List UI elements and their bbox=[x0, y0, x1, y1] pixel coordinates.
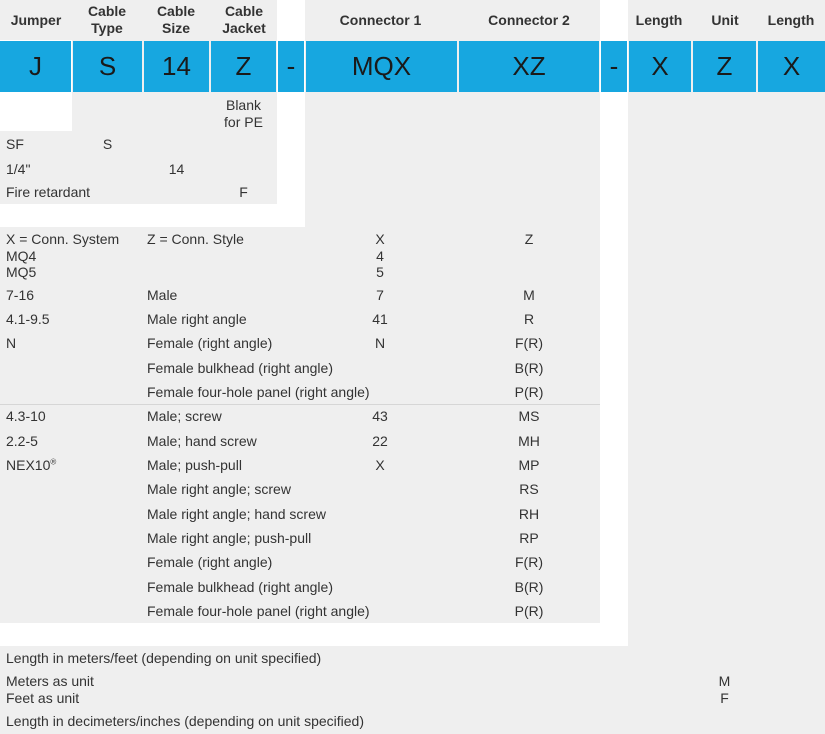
g1-c1-2: N bbox=[374, 335, 386, 351]
unit-area-bg bbox=[0, 670, 757, 710]
connector2-area-bg bbox=[0, 283, 600, 623]
conn2-key-code: Z bbox=[524, 231, 534, 247]
jacket-fire-label: Fire retardant bbox=[6, 184, 91, 200]
header-cable-type: Cable Type bbox=[76, 0, 138, 40]
g1-c1-0: 7 bbox=[376, 287, 384, 303]
unit-column-bg bbox=[692, 0, 757, 670]
code-length-a: X bbox=[629, 41, 691, 92]
g1-c2-3: B(R) bbox=[514, 360, 544, 376]
g1-c2-1: R bbox=[523, 311, 535, 327]
mq-system-1: MQ5 bbox=[6, 264, 37, 280]
code-connector-2: XZ bbox=[459, 41, 599, 92]
g2-c2-1: MH bbox=[518, 433, 540, 449]
length-b-column-bg bbox=[757, 0, 825, 710]
length-a-description: Length in meters/feet (depending on unit specified) bbox=[6, 650, 322, 666]
g2-c2-2: MP bbox=[518, 457, 540, 473]
nex10-label: NEX10 bbox=[6, 457, 51, 473]
g1-style-3: Female bulkhead (right angle) bbox=[147, 360, 333, 376]
g2-c2-0: MS bbox=[518, 408, 540, 424]
g2-style-5: Male right angle; push-pull bbox=[147, 530, 312, 546]
length-b-description: Length in decimeters/inches (depending on unit specified) bbox=[6, 713, 365, 729]
code-separator-1: - bbox=[278, 41, 304, 92]
g2-style-2: Male; push-pull bbox=[147, 457, 242, 473]
g2-style-7: Female bulkhead (right angle) bbox=[147, 579, 333, 595]
conn-system-key: X = Conn. System bbox=[6, 231, 120, 247]
code-separator-2: - bbox=[601, 41, 627, 92]
g2-style-4: Male right angle; hand screw bbox=[147, 506, 326, 522]
registered-mark: ® bbox=[50, 457, 57, 467]
unit-code-1: F bbox=[720, 690, 729, 706]
jacket-blank-line2: for PE bbox=[224, 114, 263, 130]
mq-c1-1: 5 bbox=[376, 264, 384, 280]
g2-system-1: 2.2-5 bbox=[6, 433, 38, 449]
g1-system-2: N bbox=[6, 335, 17, 351]
header-jumper: Jumper bbox=[0, 0, 72, 40]
cable-type-label: SF bbox=[6, 136, 24, 152]
g1-c2-0: M bbox=[523, 287, 535, 303]
g2-style-1: Male; hand screw bbox=[147, 433, 257, 449]
g2-style-0: Male; screw bbox=[147, 408, 222, 424]
code-cable-type: S bbox=[73, 41, 142, 92]
g1-c2-2: F(R) bbox=[515, 335, 543, 351]
g1-style-1: Male right angle bbox=[147, 311, 247, 327]
g2-system-2 bbox=[6, 457, 56, 473]
code-jumper: J bbox=[0, 41, 71, 92]
g2-system-0: 4.3-10 bbox=[6, 408, 46, 424]
code-length-b: X bbox=[758, 41, 825, 92]
g1-c2-4: P(R) bbox=[514, 384, 544, 400]
g2-style-8: Female four-hole panel (right angle) bbox=[147, 603, 370, 619]
jacket-blank-line1: Blank bbox=[225, 97, 262, 113]
g2-style-3: Male right angle; screw bbox=[147, 481, 291, 497]
header-connector-2: Connector 2 bbox=[459, 0, 599, 40]
conn-style-key: Z = Conn. Style bbox=[147, 231, 244, 247]
g2-c1-2: X bbox=[375, 457, 385, 473]
g2-style-6: Female (right angle) bbox=[147, 554, 273, 570]
header-length-b: Length bbox=[759, 0, 823, 40]
g1-style-4: Female four-hole panel (right angle) bbox=[147, 384, 370, 400]
g2-c2-6: F(R) bbox=[515, 554, 543, 570]
header-length-a: Length bbox=[628, 0, 690, 40]
g2-c2-5: RP bbox=[519, 530, 539, 546]
header-cable-size: Cable Size bbox=[145, 0, 207, 40]
g2-c1-1: 22 bbox=[372, 433, 388, 449]
g2-c1-0: 43 bbox=[372, 408, 388, 424]
header-connector-1: Connector 1 bbox=[305, 0, 456, 40]
g2-c2-4: RH bbox=[518, 506, 540, 522]
g2-c2-3: RS bbox=[519, 481, 539, 497]
g1-c1-1: 41 bbox=[372, 311, 388, 327]
mq-system-0: MQ4 bbox=[6, 248, 37, 264]
cable-size-label: 1/4" bbox=[6, 161, 31, 177]
header-cable-jacket: Cable Jacket bbox=[212, 0, 276, 40]
unit-code-0: M bbox=[718, 673, 731, 689]
g2-c2-8: P(R) bbox=[514, 603, 544, 619]
group-divider bbox=[0, 404, 600, 405]
unit-label-1: Feet as unit bbox=[6, 690, 80, 706]
cable-type-code: S bbox=[102, 136, 113, 152]
length-a-column-bg bbox=[628, 0, 692, 646]
code-cable-size: 14 bbox=[144, 41, 209, 92]
header-unit: Unit bbox=[694, 0, 756, 40]
g1-system-1: 4.1-9.5 bbox=[6, 311, 50, 327]
jacket-fire-code: F bbox=[239, 184, 248, 200]
code-cable-jacket: Z bbox=[211, 41, 276, 92]
conn1-key-code: X bbox=[375, 231, 385, 247]
g1-style-2: Female (right angle) bbox=[147, 335, 273, 351]
g2-c2-7: B(R) bbox=[514, 579, 544, 595]
cable-size-code: 14 bbox=[168, 161, 185, 177]
code-connector-1: MQX bbox=[306, 41, 457, 92]
code-unit: Z bbox=[693, 41, 756, 92]
g1-system-0: 7-16 bbox=[6, 287, 35, 303]
mq-c1-0: 4 bbox=[376, 248, 384, 264]
g1-style-0: Male bbox=[147, 287, 178, 303]
unit-label-0: Meters as unit bbox=[6, 673, 94, 689]
